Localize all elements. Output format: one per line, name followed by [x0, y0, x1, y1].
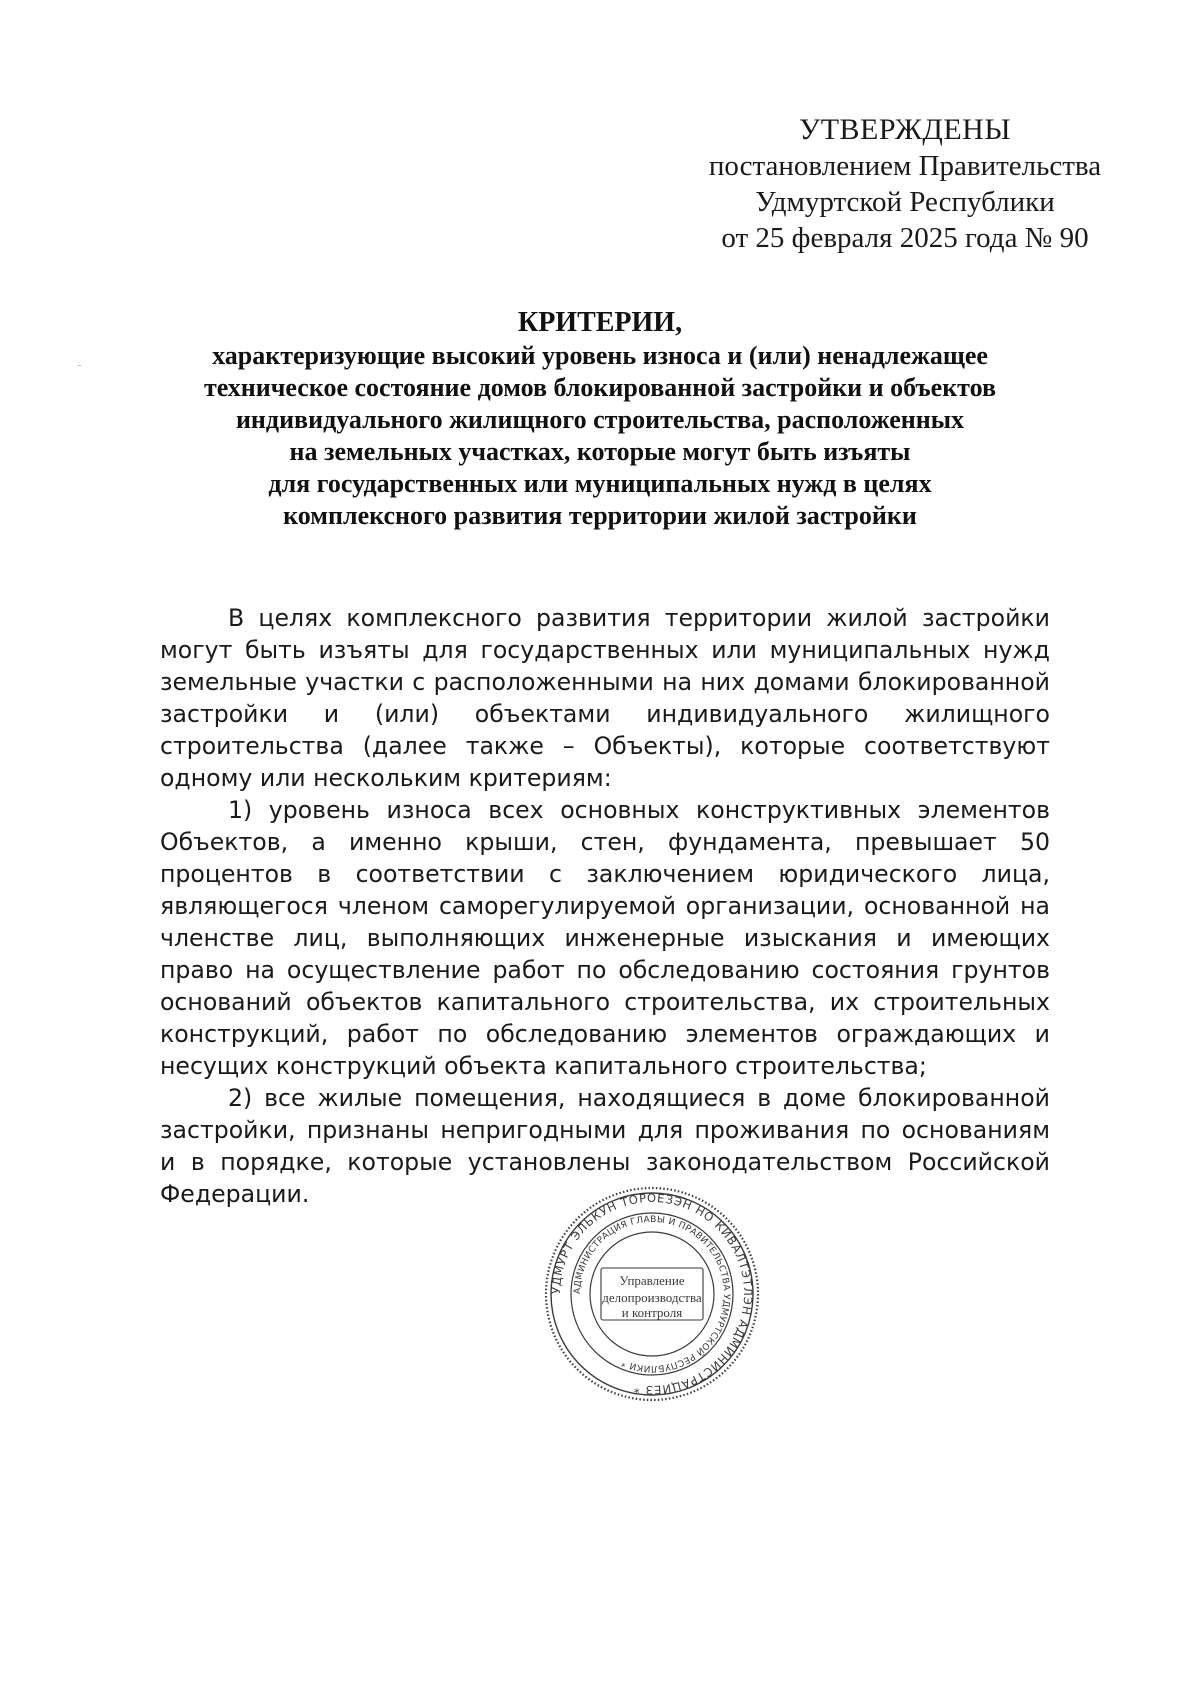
- approval-line: Удмуртской Республики: [755, 186, 1055, 218]
- document-body: [160, 602, 1050, 1210]
- seal-center-line: Управление: [619, 1273, 685, 1288]
- official-seal-stamp: [543, 1185, 761, 1403]
- title-subtitle-line: характеризующие высокий уровень износа и (или) ненадлежащее: [212, 341, 988, 370]
- title-subtitle-line: для государственных или муниципальных нужд в целях: [268, 469, 932, 498]
- scan-mark: [78, 365, 81, 366]
- seal-outer-text: УДМУРТ ЭЛЬКУН ТОРОЕЗЭН НО КИВАЛТЭТЛЭН АДМИНИСТРАЦИЕЗ *: [548, 1190, 756, 1398]
- body-paragraph-criterion-2: 2) все жилые помещения, находящиеся в доме блокированной застройки, признаны непригодными для проживания по основаниям и в порядке, которые установлены законодательством Российской Федерации.: [160, 1084, 1050, 1208]
- title-subtitle-line: на земельных участках, которые могут быть изъяты: [289, 437, 911, 466]
- seal-center-line: делопроизводства: [602, 1290, 702, 1305]
- title-subtitle-line: техническое состояние домов блокированной застройки и объектов: [204, 373, 996, 402]
- title-subtitle-line: комплексного развития территории жилой застройки: [283, 501, 917, 530]
- approval-heading: УТВЕРЖДЕНЫ: [798, 113, 1012, 146]
- approval-block: [690, 112, 1120, 256]
- title-subtitle-line: индивидуального жилищного строительства, расположенных: [235, 405, 965, 434]
- title-main: КРИТЕРИИ,: [517, 307, 683, 338]
- approval-line: от 25 февраля 2025 года № 90: [721, 222, 1089, 254]
- document-title: [160, 306, 1040, 532]
- seal-inner-text: АДМИНИСТРАЦИЯ ГЛАВЫ И ПРАВИТЕЛЬСТВА УДМУРТСКОЙ РЕСПУБЛИКИ *: [572, 1214, 732, 1374]
- seal-center-line: и контроля: [621, 1305, 683, 1320]
- approval-line: постановлением Правительства: [708, 150, 1102, 182]
- body-paragraph-intro: В целях комплексного развития территории жилой застройки могут быть изъяты для государственных или муниципальных нужд земельные участки с расположенными на них домами блокированной застройки и (или) объектами индивидуального жилищного строительства (далее также – Объекты), которые соответствуют одному или нескольким критериям:: [160, 604, 1050, 792]
- seal-graphic: [543, 1185, 761, 1403]
- body-paragraph-criterion-1: 1) уровень износа всех основных конструктивных элементов Объектов, а именно крыши, стен, фундамента, превышает 50 процентов в соответствии с заключением юридического лица, являющегося членом саморегулируемой организации, основанной на членстве лиц, выполняющих инженерные изыскания и имеющих право на осуществление работ по обследованию состояния грунтов оснований объектов капитального строительства, их строительных конструкций, работ по обследованию элементов ограждающих и несущих конструкций объекта капитального строительства;: [160, 796, 1050, 1080]
